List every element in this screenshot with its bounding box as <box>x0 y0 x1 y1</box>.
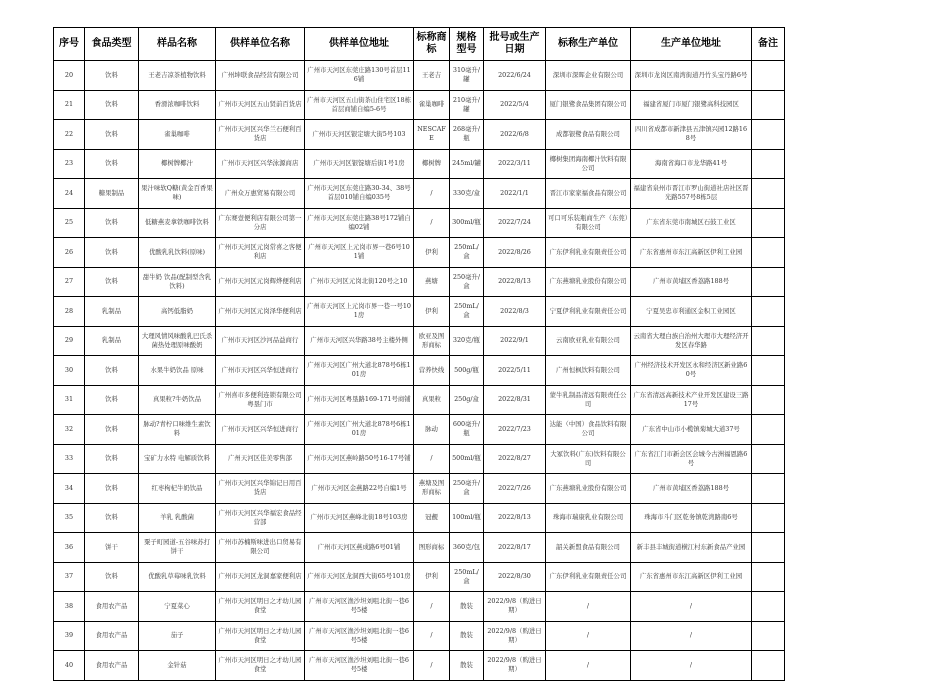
header-supplier-name: 供样单位名称 <box>216 28 305 61</box>
cell-food-type: 饮料 <box>85 444 139 474</box>
table-row <box>54 120 785 150</box>
cell-trademark: 脉动 <box>414 415 450 445</box>
cell-trademark: 图形商标 <box>414 533 450 563</box>
cell-trademark: 真果粒 <box>414 385 450 415</box>
cell-trademark: 椰树牌 <box>414 149 450 179</box>
table-body <box>54 61 785 681</box>
cell-manufacturer-address: / <box>631 651 752 681</box>
cell-remarks <box>752 385 785 415</box>
cell-manufacturer: 达能（中国）食品饮料有限公司 <box>546 415 631 445</box>
table-row <box>54 533 785 563</box>
cell-manufacturer: 广东伊利乳业有限责任公司 <box>546 562 631 592</box>
cell-index: 30 <box>54 356 85 386</box>
cell-food-type: 乳制品 <box>85 326 139 356</box>
cell-supplier-name: 广州市天河区五山贤前百货店 <box>216 90 305 120</box>
cell-supplier-address: 广州市天河区龙洞西大街65号101房 <box>305 562 414 592</box>
cell-supplier-name: 广州市天河区明日之才幼儿园食堂 <box>216 651 305 681</box>
cell-supplier-address: 广州市天河区东莞庄路38号172铺自编02铺 <box>305 208 414 238</box>
cell-supplier-name: 广州市天河区元岗常喜之客便利店 <box>216 238 305 268</box>
cell-manufacturer: 韶关新盟食品有限公司 <box>546 533 631 563</box>
cell-manufacturer: / <box>546 592 631 622</box>
cell-batch-date: 2022/8/3 <box>484 297 546 327</box>
cell-supplier-name: 广州市苏楠斯味进出口贸易有限公司 <box>216 533 305 563</box>
cell-specification: 250mL/盒 <box>450 297 484 327</box>
cell-sample-name: 优酸乳乳饮料(原味) <box>139 238 216 268</box>
cell-manufacturer-address: / <box>631 592 752 622</box>
cell-index: 39 <box>54 621 85 651</box>
cell-food-type: 糖果制品 <box>85 179 139 209</box>
cell-manufacturer-address: 广东省惠州市东江高新区伊利工业园 <box>631 238 752 268</box>
cell-manufacturer-address: 深圳市龙岗区南湾街道丹竹头宝丹路6号 <box>631 61 752 91</box>
cell-trademark: 王老吉 <box>414 61 450 91</box>
cell-supplier-name: 广州市天河区龙洞嘉家便利店 <box>216 562 305 592</box>
cell-food-type: 食用农产品 <box>85 621 139 651</box>
cell-supplier-address: 广州市天河区五山街茶山住宅区18栋首层商铺自编5-6号 <box>305 90 414 120</box>
cell-manufacturer-address: 珠海市斗门区乾务镇乾湾路南6号 <box>631 503 752 533</box>
cell-manufacturer: 珠海市瑞康乳业有限公司 <box>546 503 631 533</box>
cell-remarks <box>752 267 785 297</box>
cell-manufacturer-address: 广东省江门市新会区会城今古洲福恩路6号 <box>631 444 752 474</box>
table-row <box>54 444 785 474</box>
cell-trademark: / <box>414 592 450 622</box>
cell-trademark: NESCAFE <box>414 120 450 150</box>
cell-remarks <box>752 208 785 238</box>
cell-sample-name: 羊乳 乳酸菌 <box>139 503 216 533</box>
cell-remarks <box>752 562 785 592</box>
cell-manufacturer-address: 福建省泉州市晋江市罗山街道社店社区晋光路557号8栋5层 <box>631 179 752 209</box>
cell-food-type: 饮料 <box>85 474 139 504</box>
cell-manufacturer-address: 广州市黄埔区香荔路188号 <box>631 474 752 504</box>
cell-supplier-address: 广州市天河区银定塘大街5号103 <box>305 120 414 150</box>
header-trademark: 标称商标 <box>414 28 450 61</box>
cell-specification: 散装 <box>450 592 484 622</box>
cell-batch-date: 2022/9/1 <box>484 326 546 356</box>
cell-remarks <box>752 90 785 120</box>
cell-supplier-address: 广州市天河区银锭塘后街1号1房 <box>305 149 414 179</box>
cell-trademark: 燕塘 <box>414 267 450 297</box>
table-row <box>54 297 785 327</box>
cell-supplier-name: 广州市天河区兴华兰石便利百货店 <box>216 120 305 150</box>
cell-food-type: 乳制品 <box>85 297 139 327</box>
cell-manufacturer-address: 宁夏吴忠市利通区金积工业园区 <box>631 297 752 327</box>
cell-batch-date: 2022/7/24 <box>484 208 546 238</box>
header-remarks: 备注 <box>752 28 785 61</box>
cell-index: 21 <box>54 90 85 120</box>
cell-manufacturer-address: 四川省成都市新津县五津镇兴园12路168号 <box>631 120 752 150</box>
cell-manufacturer: 成都银鹭食品有限公司 <box>546 120 631 150</box>
cell-batch-date: 2022/6/24 <box>484 61 546 91</box>
table-row <box>54 179 785 209</box>
cell-manufacturer: 宁夏伊利乳业有限责任公司 <box>546 297 631 327</box>
cell-supplier-name: 广州喜市多便利连锁有限公司粤垦门市 <box>216 385 305 415</box>
cell-supplier-address: 广州市天河区东莞庄路130号首层116铺 <box>305 61 414 91</box>
cell-food-type: 饮料 <box>85 120 139 150</box>
header-specification: 规格型号 <box>450 28 484 61</box>
table-row <box>54 267 785 297</box>
cell-batch-date: 2022/8/31 <box>484 385 546 415</box>
cell-supplier-name: 广州市天河区沙河品益商行 <box>216 326 305 356</box>
cell-manufacturer: 蒙牛乳制品清远有限责任公司 <box>546 385 631 415</box>
cell-manufacturer-address: 新丰县丰城街道横江村东新食品产业园 <box>631 533 752 563</box>
cell-remarks <box>752 474 785 504</box>
cell-index: 32 <box>54 415 85 445</box>
cell-sample-name: 雀巢咖啡 <box>139 120 216 150</box>
cell-batch-date: 2022/8/13 <box>484 267 546 297</box>
cell-supplier-address: 广州市天河区广州大道北878号6栋101房 <box>305 415 414 445</box>
cell-specification: 210毫升/罐 <box>450 90 484 120</box>
cell-supplier-address: 广州市天河区东莞庄路30-34、38号首层010铺自编035号 <box>305 179 414 209</box>
cell-supplier-name: 广州市天河区兴华恒进商行 <box>216 415 305 445</box>
cell-supplier-address: 广州市天河区粤垦路169-171号商铺 <box>305 385 414 415</box>
cell-index: 26 <box>54 238 85 268</box>
cell-specification: 250毫升/盒 <box>450 474 484 504</box>
cell-food-type: 饮料 <box>85 415 139 445</box>
cell-food-type: 饮料 <box>85 90 139 120</box>
cell-remarks <box>752 61 785 91</box>
cell-trademark: / <box>414 179 450 209</box>
cell-manufacturer: 厦门银鹭食品集团有限公司 <box>546 90 631 120</box>
cell-manufacturer: 晋江市家家福食品有限公司 <box>546 179 631 209</box>
header-supplier-address: 供样单位地址 <box>305 28 414 61</box>
cell-specification: 245ml/罐 <box>450 149 484 179</box>
cell-specification: 360克/包 <box>450 533 484 563</box>
table-row <box>54 385 785 415</box>
cell-sample-name: 低糖燕麦拿铁咖啡饮料 <box>139 208 216 238</box>
cell-supplier-address: 广州市天河区金燕路22号自编1号 <box>305 474 414 504</box>
cell-batch-date: 2022/8/13 <box>484 503 546 533</box>
table-row <box>54 356 785 386</box>
cell-food-type: 饮料 <box>85 267 139 297</box>
table-row <box>54 592 785 622</box>
table-header-row <box>54 28 785 61</box>
cell-sample-name: 水果牛奶饮品 原味 <box>139 356 216 386</box>
cell-supplier-name: 广州众万惠贸易有限公司 <box>216 179 305 209</box>
table-row <box>54 61 785 91</box>
cell-supplier-name: 广州市天河区明日之才幼儿园食堂 <box>216 592 305 622</box>
cell-trademark: 欧亚及图形商标 <box>414 326 450 356</box>
cell-batch-date: 2022/9/8（购进日期） <box>484 621 546 651</box>
table-row <box>54 208 785 238</box>
cell-remarks <box>752 592 785 622</box>
cell-batch-date: 2022/5/11 <box>484 356 546 386</box>
cell-index: 36 <box>54 533 85 563</box>
cell-sample-name: 脉动?青柠口味维生素饮料 <box>139 415 216 445</box>
cell-remarks <box>752 179 785 209</box>
cell-food-type: 饮料 <box>85 562 139 592</box>
cell-sample-name: 金针菇 <box>139 651 216 681</box>
cell-manufacturer: 广东燕塘乳业股份有限公司 <box>546 267 631 297</box>
cell-index: 40 <box>54 651 85 681</box>
cell-index: 28 <box>54 297 85 327</box>
cell-manufacturer-address: 广东省中山市小榄镇菊城大道37号 <box>631 415 752 445</box>
cell-batch-date: 2022/9/8（购进日期） <box>484 651 546 681</box>
cell-specification: 250mL/盒 <box>450 562 484 592</box>
cell-batch-date: 2022/6/8 <box>484 120 546 150</box>
cell-supplier-name: 广州市天河区兴华泳源商店 <box>216 149 305 179</box>
cell-index: 27 <box>54 267 85 297</box>
cell-supplier-address: 广州市天河区燕岭路50号16-17号铺 <box>305 444 414 474</box>
cell-supplier-name: 广州市天河区元岗辉烨便利店 <box>216 267 305 297</box>
header-index: 序号 <box>54 28 85 61</box>
cell-manufacturer: / <box>546 651 631 681</box>
header-batch-date: 批号或生产日期 <box>484 28 546 61</box>
cell-supplier-name: 广州市天河区兴华福宏食品经营部 <box>216 503 305 533</box>
cell-manufacturer: / <box>546 621 631 651</box>
cell-manufacturer: 云南欧亚乳业有限公司 <box>546 326 631 356</box>
table-row <box>54 651 785 681</box>
cell-trademark: / <box>414 208 450 238</box>
cell-sample-name: 椰树牌椰汁 <box>139 149 216 179</box>
cell-specification: 250g/盒 <box>450 385 484 415</box>
cell-index: 35 <box>54 503 85 533</box>
cell-index: 22 <box>54 120 85 150</box>
cell-food-type: 饮料 <box>85 385 139 415</box>
cell-manufacturer-address: 广东省惠州市东江高新区伊利工业园 <box>631 562 752 592</box>
cell-manufacturer-address: 海南省海口市龙华路41号 <box>631 149 752 179</box>
cell-index: 33 <box>54 444 85 474</box>
table-row <box>54 474 785 504</box>
cell-supplier-address: 广州市天河区渔沙坦刘咀北街一巷6号5楼 <box>305 651 414 681</box>
cell-sample-name: 王老吉凉茶植物饮料 <box>139 61 216 91</box>
cell-specification: 100ml/瓶 <box>450 503 484 533</box>
cell-sample-name: 高钙低脂奶 <box>139 297 216 327</box>
cell-index: 37 <box>54 562 85 592</box>
cell-specification: 250mL/盒 <box>450 238 484 268</box>
cell-food-type: 饮料 <box>85 503 139 533</box>
cell-supplier-name: 广州市天河区兴华锦记日用百货店 <box>216 474 305 504</box>
cell-manufacturer-address: 广东省东莞市南城区石鼓工业区 <box>631 208 752 238</box>
cell-remarks <box>752 326 785 356</box>
cell-sample-name: 红枣枸杞牛奶饮品 <box>139 474 216 504</box>
cell-specification: 500ml/瓶 <box>450 444 484 474</box>
cell-remarks <box>752 297 785 327</box>
table-row <box>54 238 785 268</box>
cell-trademark: 营养快线 <box>414 356 450 386</box>
table-row <box>54 149 785 179</box>
cell-supplier-address: 广州市天河区广州大道北878号6栋101房 <box>305 356 414 386</box>
cell-batch-date: 2022/1/1 <box>484 179 546 209</box>
cell-remarks <box>752 415 785 445</box>
cell-manufacturer: 深圳市深晖企业有限公司 <box>546 61 631 91</box>
cell-batch-date: 2022/7/23 <box>484 415 546 445</box>
cell-food-type: 饮料 <box>85 356 139 386</box>
cell-batch-date: 2022/8/17 <box>484 533 546 563</box>
cell-batch-date: 2022/8/26 <box>484 238 546 268</box>
cell-food-type: 饮料 <box>85 61 139 91</box>
cell-remarks <box>752 149 785 179</box>
cell-specification: 268毫升/瓶 <box>450 120 484 150</box>
sample-table <box>53 27 785 681</box>
cell-sample-name: 宁夏菜心 <box>139 592 216 622</box>
cell-index: 25 <box>54 208 85 238</box>
cell-specification: 250毫升/盒 <box>450 267 484 297</box>
cell-sample-name: 宝矿力水特 电解质饮料 <box>139 444 216 474</box>
cell-trademark: 燕塘及图形商标 <box>414 474 450 504</box>
cell-food-type: 饮料 <box>85 208 139 238</box>
cell-batch-date: 2022/9/8（购进日期） <box>484 592 546 622</box>
cell-index: 31 <box>54 385 85 415</box>
cell-trademark: / <box>414 444 450 474</box>
cell-supplier-address: 广州市天河区燕成路6号01铺 <box>305 533 414 563</box>
table-row <box>54 503 785 533</box>
header-food-type: 食品类型 <box>85 28 139 61</box>
table-row <box>54 90 785 120</box>
cell-supplier-address: 广州市天河区上元岗市界一巷6号101铺 <box>305 238 414 268</box>
cell-batch-date: 2022/8/27 <box>484 444 546 474</box>
table-row <box>54 562 785 592</box>
cell-supplier-address: 广州市天河区兴华路38号主楼外侧 <box>305 326 414 356</box>
cell-manufacturer: 广东伊利乳业有限责任公司 <box>546 238 631 268</box>
cell-trademark: 伊利 <box>414 238 450 268</box>
cell-trademark: 雀巢咖啡 <box>414 90 450 120</box>
cell-remarks <box>752 238 785 268</box>
cell-manufacturer-address: 广东省清远高新技术产业开发区建设三路17号 <box>631 385 752 415</box>
cell-batch-date: 2022/3/11 <box>484 149 546 179</box>
table-row <box>54 415 785 445</box>
cell-sample-name: 优酸乳草莓味乳饮料 <box>139 562 216 592</box>
cell-remarks <box>752 621 785 651</box>
cell-batch-date: 2022/5/4 <box>484 90 546 120</box>
header-manufacturer-address: 生产单位地址 <box>631 28 752 61</box>
cell-specification: 330克/盒 <box>450 179 484 209</box>
cell-trademark: 伊利 <box>414 297 450 327</box>
cell-trademark: / <box>414 621 450 651</box>
cell-trademark: 冠靓 <box>414 503 450 533</box>
cell-sample-name: 茄子 <box>139 621 216 651</box>
cell-trademark: / <box>414 651 450 681</box>
cell-batch-date: 2022/8/30 <box>484 562 546 592</box>
cell-manufacturer-address: 福建省厦门市厦门银鹭高科技园区 <box>631 90 752 120</box>
header-sample-name: 样品名称 <box>139 28 216 61</box>
cell-index: 34 <box>54 474 85 504</box>
cell-sample-name: 果汁味软Q糖(黄金百香果味) <box>139 179 216 209</box>
cell-remarks <box>752 444 785 474</box>
cell-specification: 300ml/瓶 <box>450 208 484 238</box>
cell-specification: 320克/瓶 <box>450 326 484 356</box>
cell-supplier-address: 广州市天河区元岗北街120号之10 <box>305 267 414 297</box>
cell-manufacturer: 可口可乐装瓶商生产（东莞）有限公司 <box>546 208 631 238</box>
header-manufacturer: 标称生产单位 <box>546 28 631 61</box>
cell-index: 20 <box>54 61 85 91</box>
cell-trademark: 伊利 <box>414 562 450 592</box>
cell-sample-name: 真果粒?牛奶饮品 <box>139 385 216 415</box>
cell-remarks <box>752 503 785 533</box>
cell-food-type: 饮料 <box>85 149 139 179</box>
table-row <box>54 326 785 356</box>
cell-supplier-name: 广州市天河区兴华恒进商行 <box>216 356 305 386</box>
cell-supplier-address: 广州市天河区上元岗市界一巷一号101房 <box>305 297 414 327</box>
cell-remarks <box>752 651 785 681</box>
cell-food-type: 食用农产品 <box>85 592 139 622</box>
cell-index: 23 <box>54 149 85 179</box>
cell-manufacturer-address: / <box>631 621 752 651</box>
cell-specification: 600毫升/瓶 <box>450 415 484 445</box>
cell-sample-name: 粟子町园道-五谷味苏打饼干 <box>139 533 216 563</box>
cell-manufacturer: 椰树集团海南椰汁饮料有限公司 <box>546 149 631 179</box>
cell-supplier-name: 广州市天河区元岗泽华便利店 <box>216 297 305 327</box>
cell-supplier-name: 广州天河区佳美零售部 <box>216 444 305 474</box>
cell-food-type: 饼干 <box>85 533 139 563</box>
cell-specification: 散装 <box>450 621 484 651</box>
cell-food-type: 饮料 <box>85 238 139 268</box>
cell-supplier-name: 广州市天河区明日之才幼儿园食堂 <box>216 621 305 651</box>
cell-remarks <box>752 120 785 150</box>
cell-food-type: 食用农产品 <box>85 651 139 681</box>
cell-supplier-name: 广东赛壹便利店有限公司第一分店 <box>216 208 305 238</box>
cell-index: 24 <box>54 179 85 209</box>
cell-sample-name: 甜牛奶 饮品(配制型含乳饮料) <box>139 267 216 297</box>
cell-manufacturer-address: 广州经济技术开发区永和经济区新业路60号 <box>631 356 752 386</box>
cell-manufacturer: 大冢饮料(广东)饮料有限公司 <box>546 444 631 474</box>
cell-batch-date: 2022/7/26 <box>484 474 546 504</box>
table-row <box>54 621 785 651</box>
cell-supplier-address: 广州市天河区渔沙坦刘咀北街一巷6号5楼 <box>305 592 414 622</box>
cell-manufacturer: 广东燕塘乳业股份有限公司 <box>546 474 631 504</box>
cell-manufacturer-address: 云南省大理白族自治州大理市大理经济开发区春华路 <box>631 326 752 356</box>
sample-table-sheet <box>53 27 785 681</box>
cell-index: 29 <box>54 326 85 356</box>
cell-manufacturer-address: 广州市黄埔区香荔路188号 <box>631 267 752 297</box>
cell-specification: 500g/瓶 <box>450 356 484 386</box>
cell-remarks <box>752 356 785 386</box>
cell-manufacturer: 广州恒枫饮料有限公司 <box>546 356 631 386</box>
cell-supplier-address: 广州市天河区渔沙坦刘咀北街一巷6号5楼 <box>305 621 414 651</box>
cell-supplier-name: 广州坤联食品经营有限公司 <box>216 61 305 91</box>
cell-remarks <box>752 533 785 563</box>
cell-sample-name: 香滑浓咖啡饮料 <box>139 90 216 120</box>
cell-specification: 310毫升/罐 <box>450 61 484 91</box>
cell-index: 38 <box>54 592 85 622</box>
cell-supplier-address: 广州市天河区燕峰北街18号103房 <box>305 503 414 533</box>
cell-specification: 散装 <box>450 651 484 681</box>
cell-sample-name: 大理风情风味酸乳巴氏杀菌热处理原味酸奶 <box>139 326 216 356</box>
